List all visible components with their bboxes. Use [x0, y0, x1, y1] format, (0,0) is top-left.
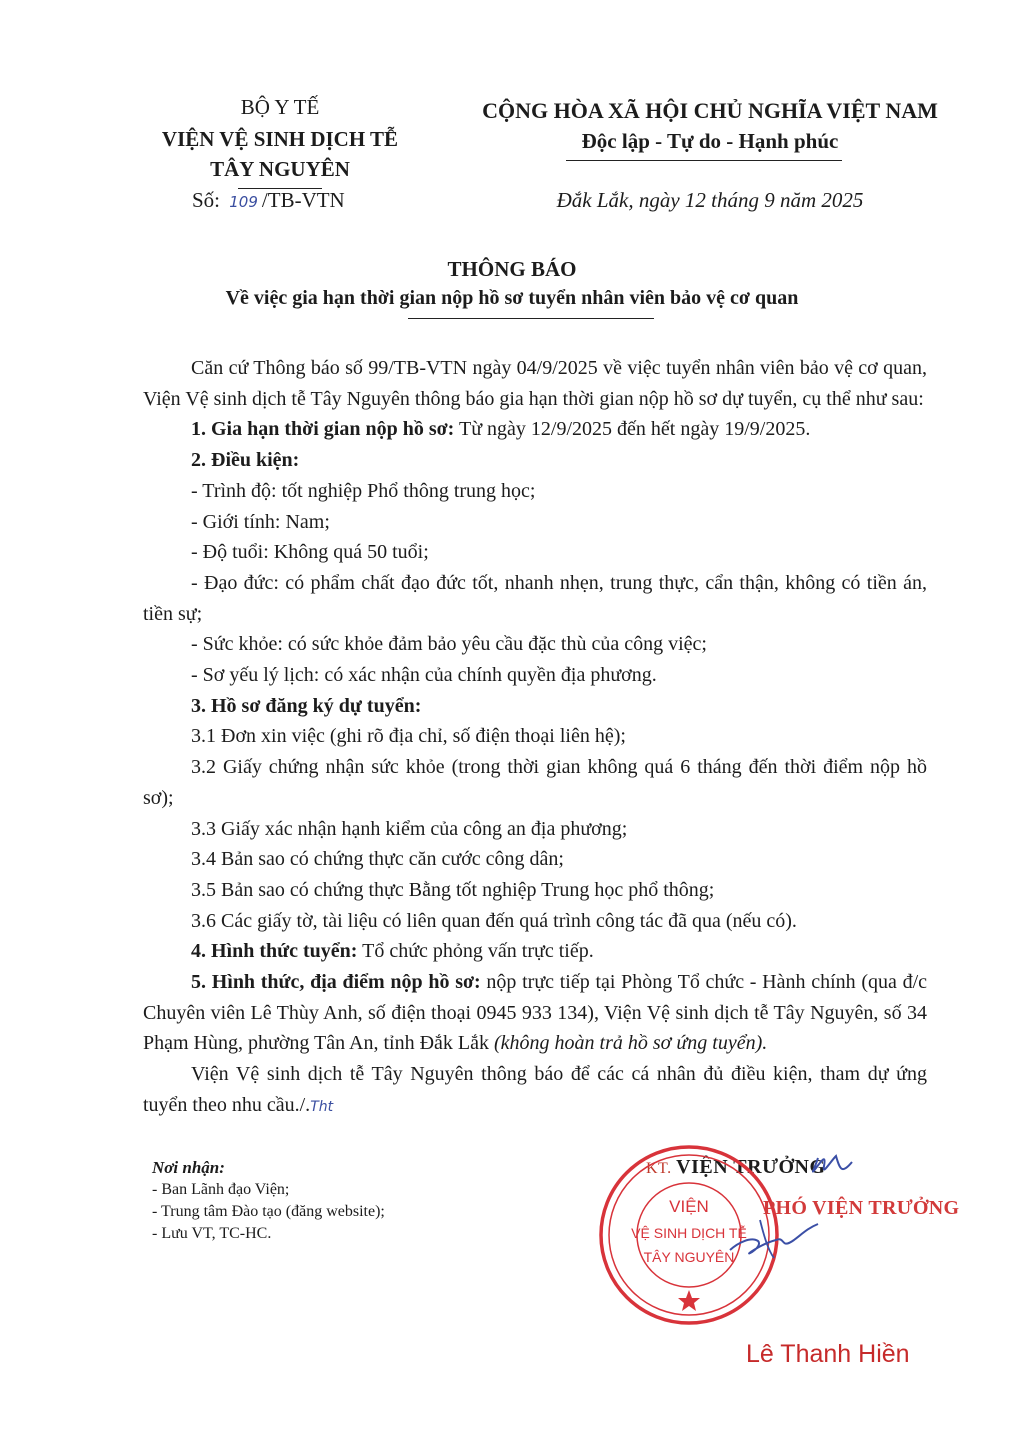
- section-1-text: Từ ngày 12/9/2025 đến hết ngày 19/9/2025.: [454, 418, 811, 441]
- closing-initials: Tht: [310, 1098, 334, 1115]
- national-motto: Độc lập - Tự do - Hạnh phúc: [581, 129, 839, 153]
- signer-title-prefix: KT.: [646, 1160, 677, 1177]
- section-5-text: nộp trực tiếp tại Phòng Tổ chức - Hành chính (qua đ/c Chuyên viên Lê Thùy Anh, số điện thoại 0945 933 134), Viện Vệ sinh dịch tễ Tây Nguyên, số 34 Phạm Hùng, phường Tân An, tỉnh Đắk Lắk: [143, 971, 927, 1055]
- section-2-label: 2. Điều kiện:: [191, 449, 300, 472]
- recipient-item: - Ban Lãnh đạo Viện;: [152, 1181, 290, 1198]
- recipients-title: Nơi nhận:: [152, 1158, 225, 1177]
- recipients-block: [152, 1157, 385, 1245]
- document-number-suffix: /TB-VTN: [261, 188, 345, 212]
- recipient-item: - Lưu VT, TC-HC.: [152, 1225, 272, 1242]
- section-4-text: Tổ chức phỏng vấn trực tiếp.: [357, 940, 594, 963]
- document-item: 3.3 Giấy xác nhận hạnh kiểm của công an địa phương;: [191, 817, 628, 840]
- closing-text: Viện Vệ sinh dịch tễ Tây Nguyên thông báo để các cá nhân đủ điều kiện, tham dự ứng tuyển theo nhu cầu./.: [143, 1063, 927, 1116]
- closing-paragraph: [143, 1059, 927, 1122]
- document-item: 3.1 Đơn xin việc (ghi rõ địa chỉ, số điện thoại liên hệ);: [191, 725, 626, 748]
- document-subtitle: Về việc gia hạn thời gian nộp hồ sơ tuyển nhân viên bảo vệ cơ quan: [225, 287, 799, 309]
- section-5-label: 5. Hình thức, địa điểm nộp hồ sơ:: [191, 971, 481, 994]
- section-5-note: (không hoàn trả hồ sơ ứng tuyển).: [494, 1032, 768, 1055]
- date-place: Đắk Lắk, ngày 12 tháng 9 năm 2025: [556, 188, 864, 212]
- institute-name-line2: TÂY NGUYÊN: [210, 157, 350, 181]
- motto-underline: [566, 160, 842, 161]
- condition-item: - Trình độ: tốt nghiệp Phổ thông trung học;: [191, 479, 536, 502]
- section-5: [143, 967, 927, 1059]
- seal-line-1: VIỆN: [669, 1197, 709, 1216]
- document-number-handwritten: 109: [229, 193, 258, 211]
- condition-item: - Giới tính: Nam;: [191, 510, 330, 533]
- condition-item: - Sức khỏe: có sức khỏe đảm bảo yêu cầu đặc thù của công việc;: [191, 633, 707, 656]
- document-number-prefix: Số:: [192, 188, 221, 212]
- section-2: [143, 445, 927, 476]
- nation-name: CỘNG HÒA XÃ HỘI CHỦ NGHĨA VIỆT NAM: [482, 98, 938, 123]
- condition-item: - Độ tuổi: Không quá 50 tuổi;: [191, 541, 429, 564]
- signer-title-text: VIỆN TRƯỞNG: [676, 1156, 826, 1178]
- seal-line-3: TÂY NGUYÊN: [643, 1249, 735, 1265]
- recipient-item: - Trung tâm Đào tạo (đăng website);: [152, 1203, 385, 1220]
- section-4-label: 4. Hình thức tuyển:: [191, 940, 358, 963]
- subtitle-underline: [408, 318, 654, 319]
- document-item: 3.4 Bản sao có chứng thực căn cước công dân;: [191, 848, 564, 871]
- section-1-label: 1. Gia hạn thời gian nộp hồ sơ:: [191, 418, 455, 441]
- handwritten-signature: [690, 1140, 880, 1270]
- document-number: [192, 188, 345, 213]
- section-3-label: 3. Hồ sơ đăng ký dự tuyển:: [191, 694, 422, 717]
- signer-deputy-title: PHÓ VIỆN TRƯỞNG: [763, 1197, 960, 1219]
- document-title: THÔNG BÁO: [447, 257, 577, 281]
- intro-paragraph: Căn cứ Thông báo số 99/TB-VTN ngày 04/9/2025 về việc tuyển nhân viên bảo vệ cơ quan, Viện Vệ sinh dịch tễ Tây Nguyên thông báo gia hạn thời gian nộp hồ sơ dự tuyển, cụ thể như sau:: [143, 357, 927, 410]
- section-1: [143, 414, 927, 445]
- ministry-name: BỘ Y TẾ: [240, 95, 320, 119]
- section-3: [143, 691, 927, 722]
- institute-name-line1: VIỆN VỆ SINH DỊCH TỄ: [161, 127, 399, 151]
- condition-item: - Đạo đức: có phẩm chất đạo đức tốt, nhanh nhẹn, trung thực, cẩn thận, không có tiền án, tiền sự;: [143, 571, 927, 625]
- seal-line-2: VỆ SINH DỊCH TỄ: [631, 1225, 747, 1241]
- document-body: [143, 353, 927, 1123]
- seal-star-icon: [678, 1290, 700, 1311]
- document-item: 3.2 Giấy chứng nhận sức khỏe (trong thời gian không quá 6 tháng đến thời điểm nộp hồ sơ);: [143, 756, 927, 809]
- document-item: 3.6 Các giấy tờ, tài liệu có liên quan đến quá trình công tác đã qua (nếu có).: [191, 909, 797, 932]
- section-4: [143, 936, 927, 967]
- document-item: 3.5 Bản sao có chứng thực Bằng tốt nghiệp Trung học phổ thông;: [191, 878, 715, 901]
- condition-item: - Sơ yếu lý lịch: có xác nhận của chính quyền địa phương.: [191, 664, 657, 687]
- signer-name: Lê Thanh Hiền: [746, 1340, 910, 1368]
